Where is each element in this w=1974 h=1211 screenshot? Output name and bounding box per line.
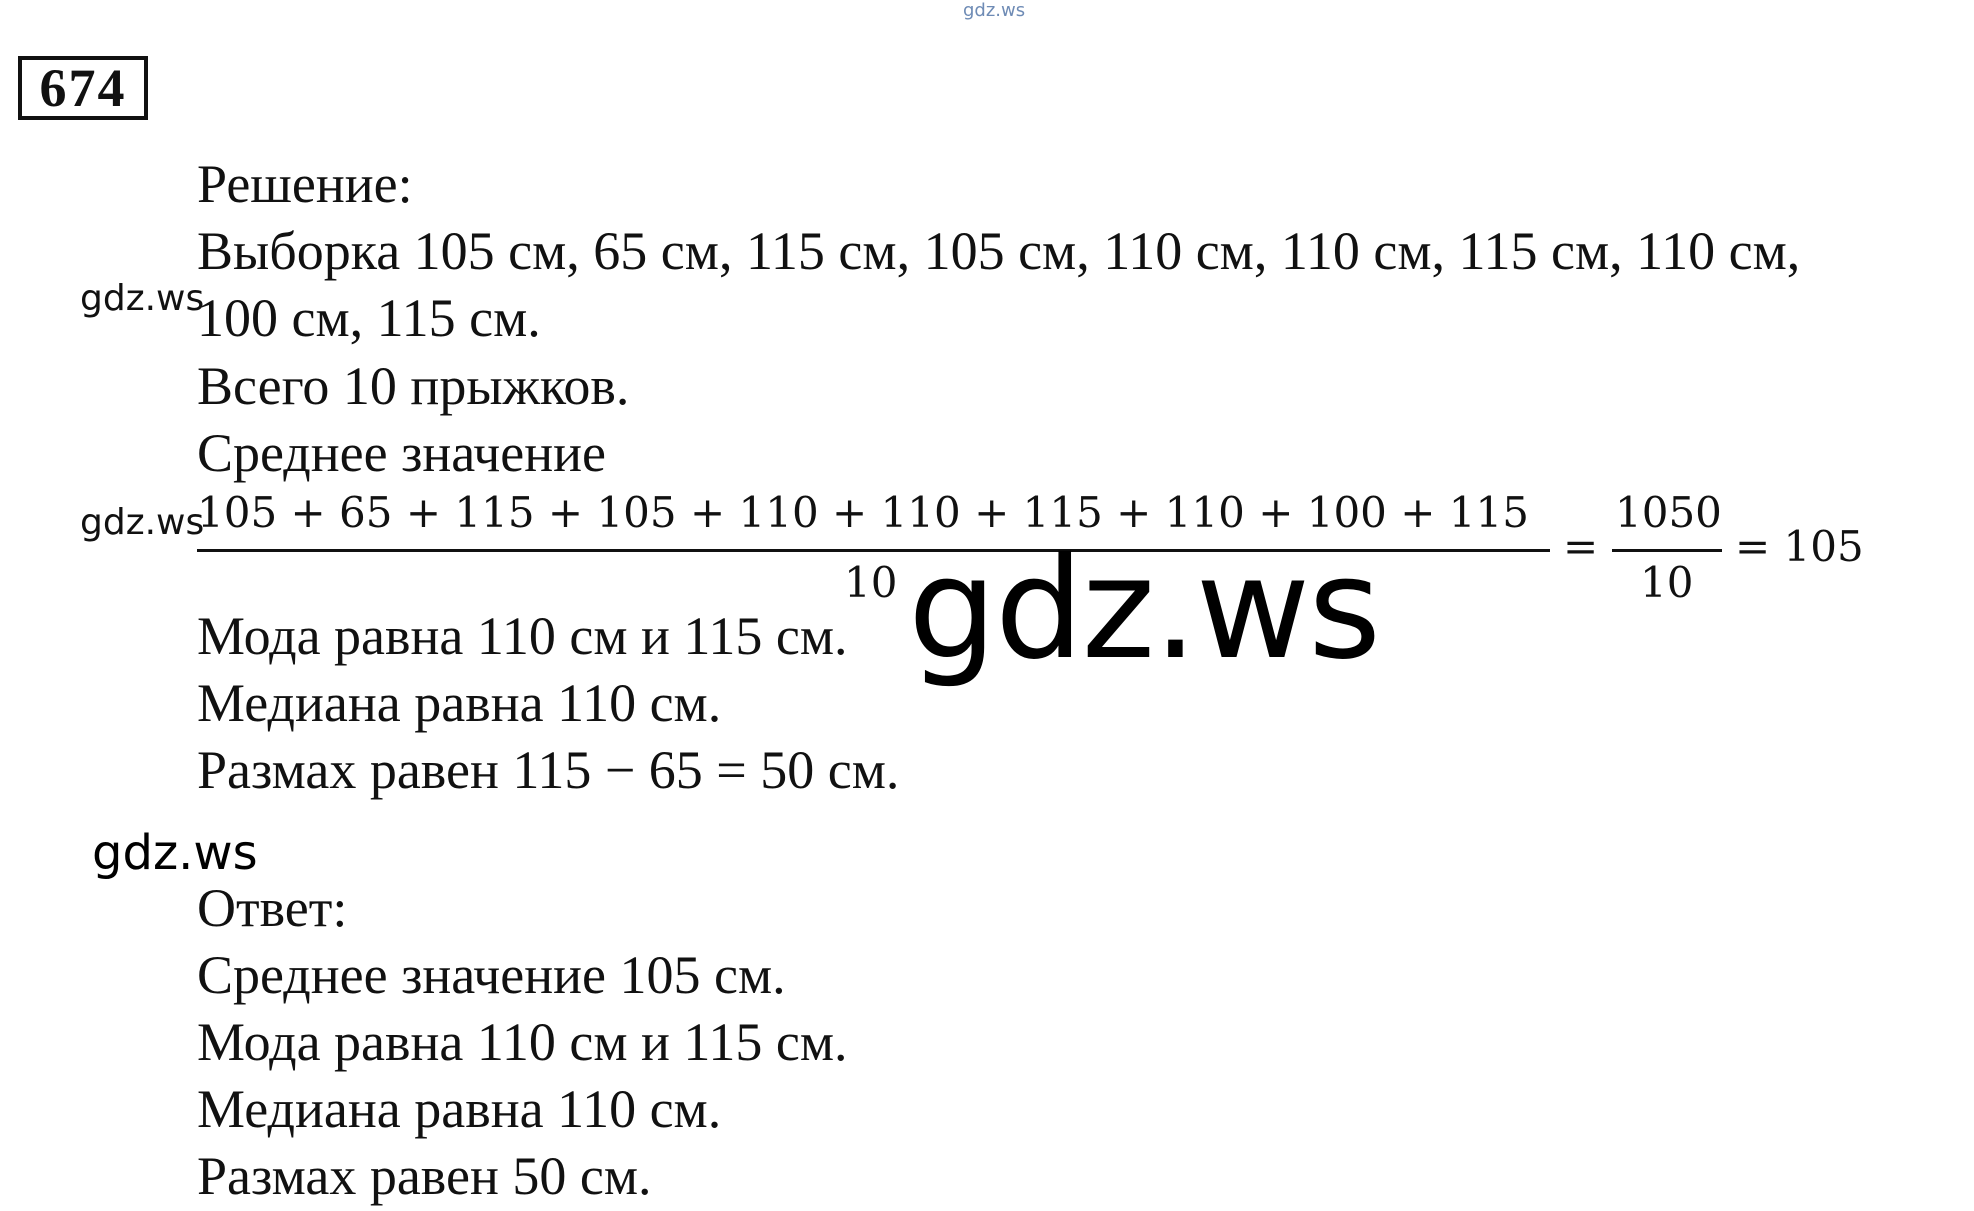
watermark-large: gdz.ws bbox=[908, 528, 1380, 691]
sum-denominator: 10 bbox=[1640, 558, 1694, 607]
problem-number: 674 bbox=[18, 56, 148, 120]
range-line: Размах равен 115 − 65 = 50 см. bbox=[197, 740, 900, 800]
watermark-mid: gdz.ws bbox=[92, 825, 258, 881]
solution-heading: Решение: bbox=[197, 154, 413, 214]
watermark-left-2: gdz.ws bbox=[80, 502, 205, 543]
watermark-top: gdz.ws bbox=[963, 0, 1026, 21]
answer-heading: Ответ: bbox=[197, 878, 348, 938]
mean-numerator: 105 + 65 + 115 + 105 + 110 + 110 + 115 + 110 + 100 + 115 bbox=[197, 488, 1529, 537]
answer-mean: Среднее значение 105 см. bbox=[197, 945, 786, 1005]
answer-mode: Мода равна 110 см и 115 см. bbox=[197, 1012, 848, 1072]
sample-line-1: Выборка 105 см, 65 см, 115 см, 105 см, 110 см, 110 см, 115 см, 110 см, bbox=[197, 221, 1801, 281]
watermark-left-1: gdz.ws bbox=[80, 278, 205, 319]
answer-median: Медиана равна 110 см. bbox=[197, 1079, 722, 1139]
mean-label: Среднее значение bbox=[197, 423, 607, 483]
mean-denominator: 10 bbox=[844, 558, 898, 607]
mean-result: = 105 bbox=[1735, 522, 1864, 571]
mode-line: Мода равна 110 см и 115 см. bbox=[197, 606, 848, 666]
sum-fraction-bar bbox=[1612, 549, 1722, 552]
equals-sign: = bbox=[1563, 522, 1599, 571]
sum-numerator: 1050 bbox=[1615, 488, 1722, 537]
total-jumps: Всего 10 прыжков. bbox=[197, 356, 630, 416]
sample-line-2: 100 см, 115 см. bbox=[197, 288, 541, 348]
median-line: Медиана равна 110 см. bbox=[197, 673, 722, 733]
answer-range: Размах равен 50 см. bbox=[197, 1146, 652, 1206]
